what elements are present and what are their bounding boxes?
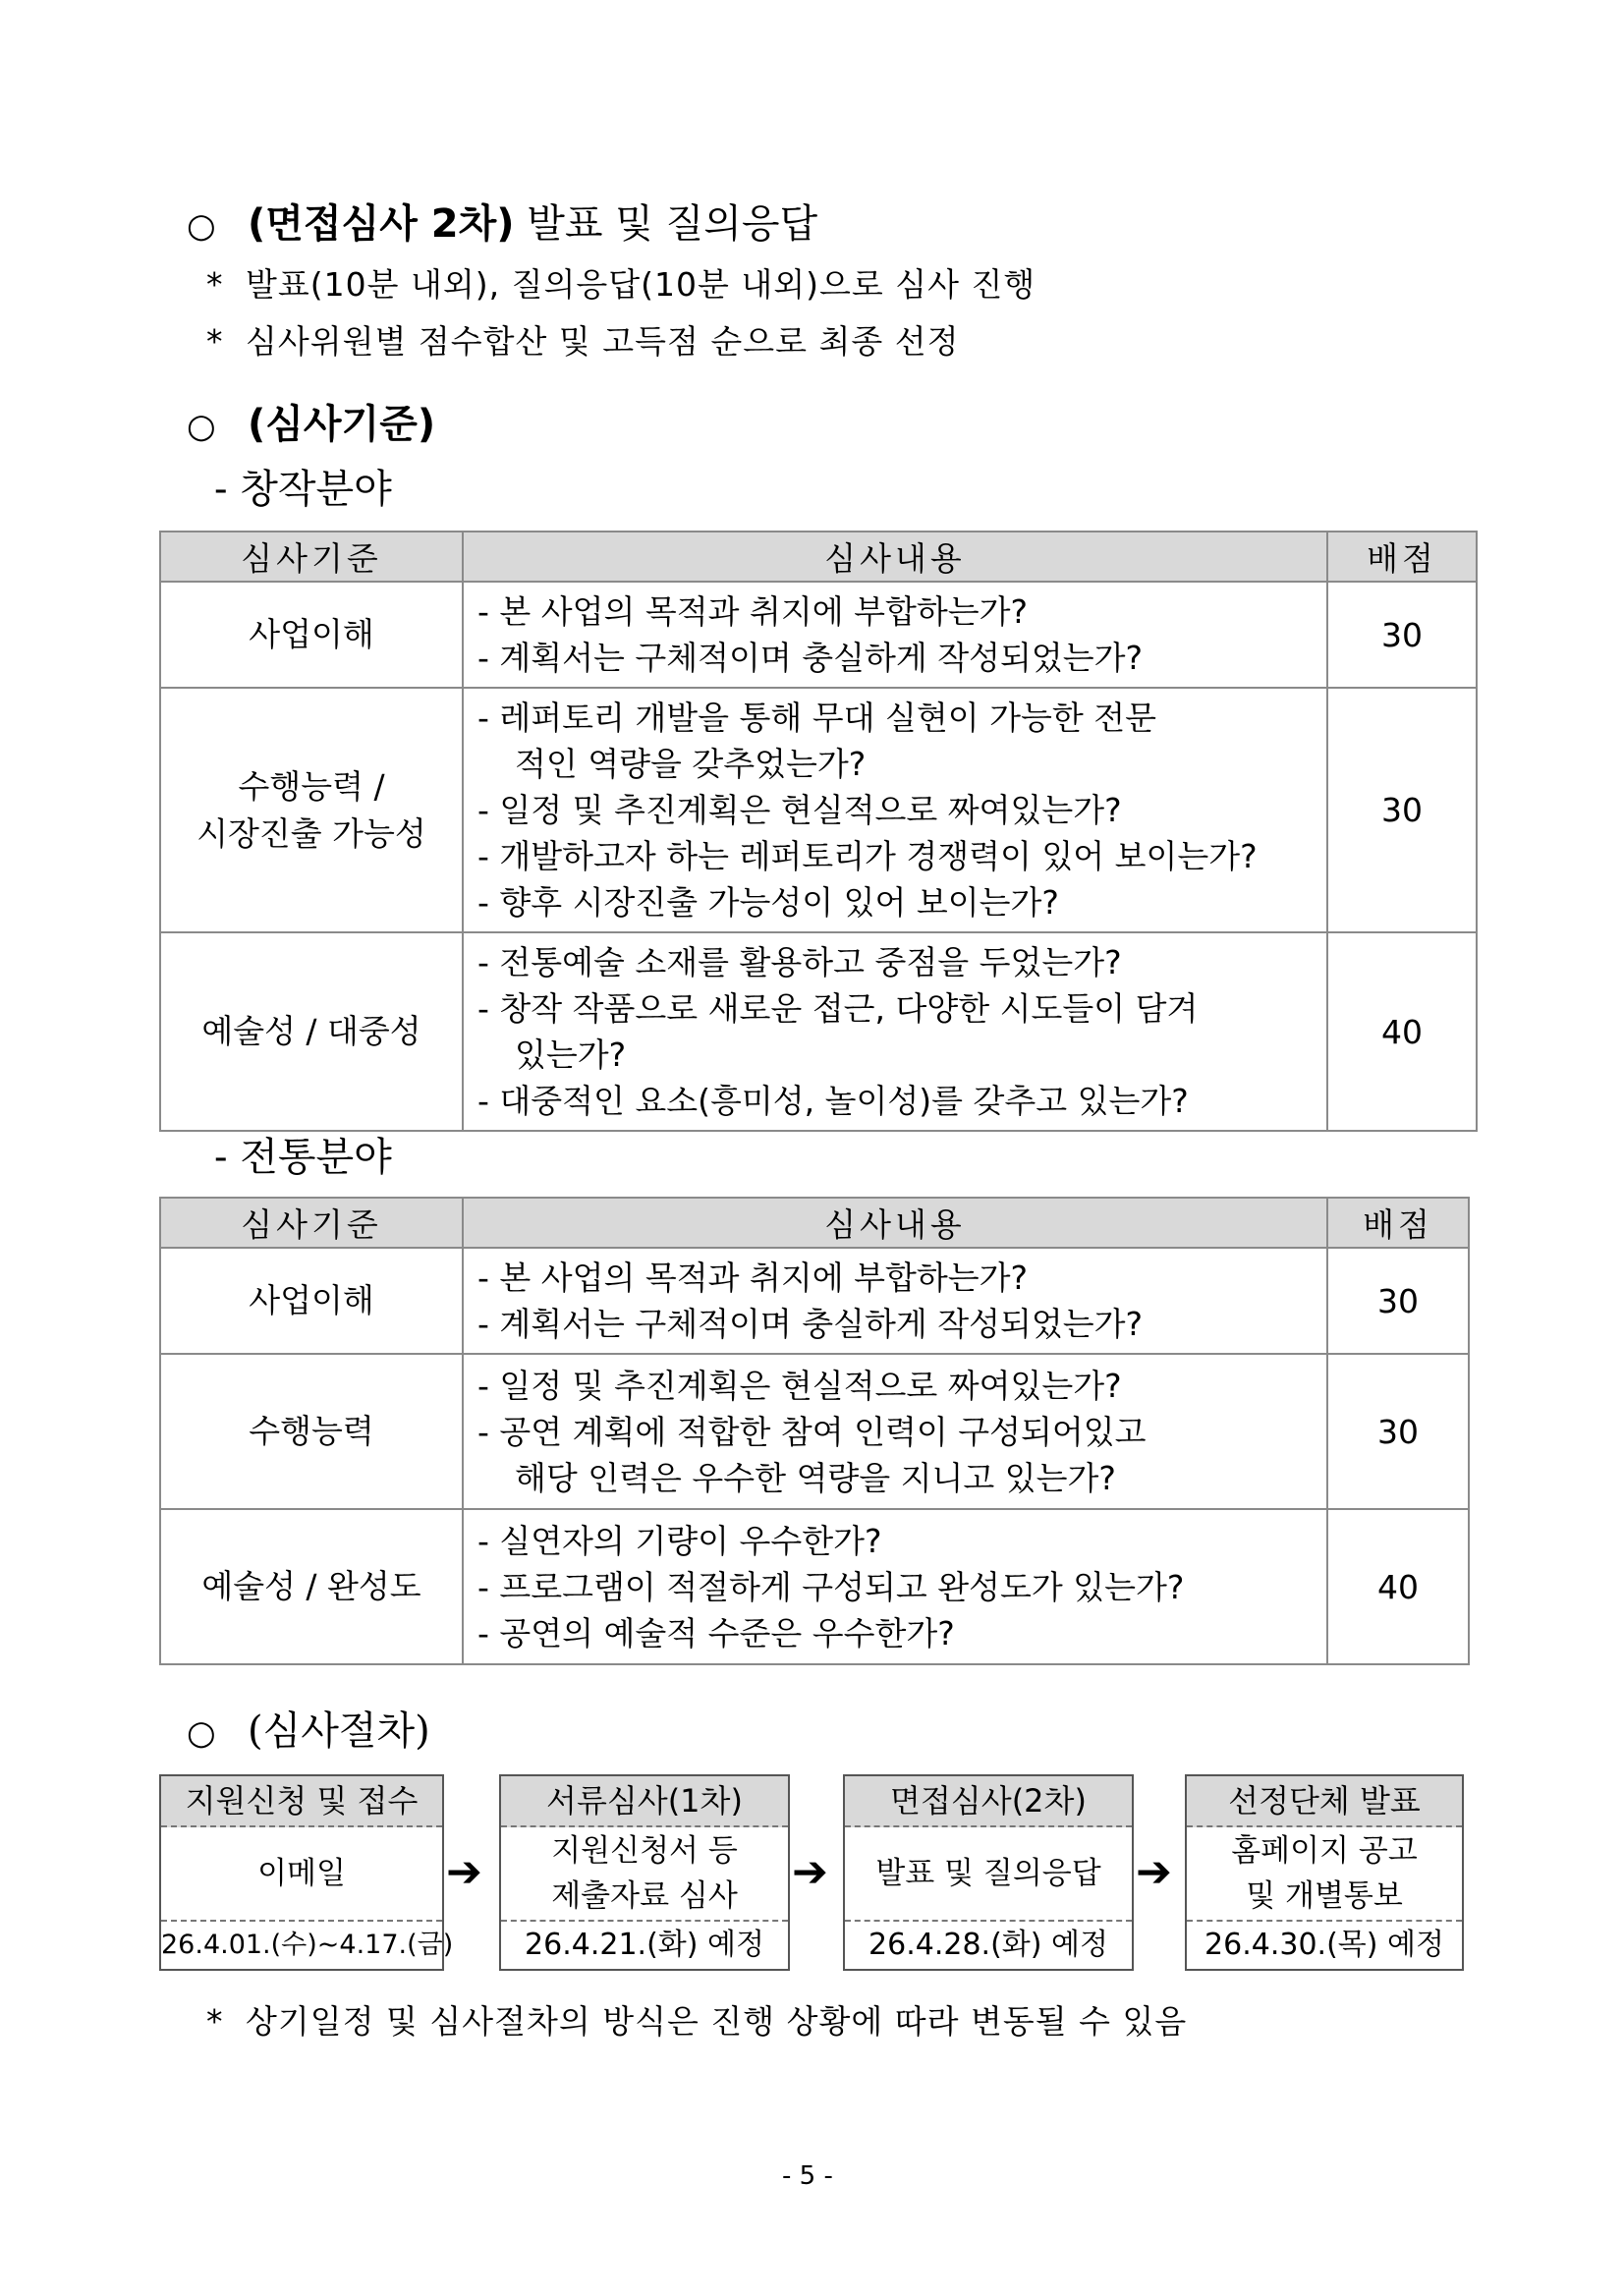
content-line: - 계획서는 구체적이며 충실하게 작성되었는가? — [477, 639, 1144, 677]
criterion-text: 사업이해 — [249, 1281, 374, 1319]
criterion-text: 예술성 / 대중성 — [201, 1012, 421, 1050]
arrow-right-icon: ➔ — [1136, 1847, 1172, 1897]
table-row — [160, 932, 1477, 1131]
step-body-line: 이메일 — [257, 1856, 346, 1891]
content-cell — [463, 932, 1327, 1131]
step-body — [501, 1827, 788, 1922]
content-cell — [463, 1248, 1327, 1354]
content-line: - 공연의 예술적 수준은 우수한가? — [477, 1613, 955, 1652]
table-header-row — [160, 1198, 1469, 1248]
score-cell: 40 — [1327, 1509, 1469, 1664]
header-criterion: 심사기준 — [160, 532, 463, 582]
note-text: 심사위원별 점수합산 및 고득점 순으로 최종 선정 — [246, 322, 960, 361]
step-body — [845, 1827, 1132, 1922]
content-cell — [463, 1509, 1327, 1664]
procedure-heading — [187, 1700, 430, 1756]
criterion-text: 시장진출 가능성 — [196, 813, 426, 853]
procedure-step-interview — [843, 1774, 1134, 1971]
step-body-line: 발표 및 질의응답 — [875, 1856, 1101, 1891]
criteria-heading-label: (심사기준) — [248, 402, 436, 447]
step-date: 26.4.21.(화) 예정 — [525, 1928, 764, 1962]
step-body-line: 제출자료 심사 — [551, 1878, 738, 1914]
procedure-step-application — [159, 1774, 454, 1971]
content-line: - 창작 작품으로 새로운 접근, 다양한 시도들이 담겨 — [477, 989, 1199, 1028]
content-line: - 실연자의 기량이 우수한가? — [477, 1521, 882, 1560]
content-line: - 프로그램이 적절하게 구성되고 완성도가 있는가? — [477, 1567, 1185, 1606]
content-line: 있는가? — [515, 1036, 627, 1074]
content-line: 적인 역량을 갖추었는가? — [515, 745, 867, 783]
criterion-text: 수행능력 — [249, 1412, 374, 1450]
content-line: - 전통예술 소재를 활용하고 중점을 두었는가? — [477, 943, 1122, 981]
criterion-cell — [160, 688, 463, 932]
step-title: 면접심사(2차) — [845, 1776, 1132, 1827]
content-line: - 본 사업의 목적과 취지에 부합하는가? — [477, 1259, 1029, 1297]
circle-bullet-icon: ○ — [187, 1713, 216, 1753]
step-body-line: 지원신청서 등 — [551, 1833, 738, 1869]
interview-note-1 — [206, 259, 1036, 306]
arrow-right-icon: ➔ — [446, 1847, 482, 1897]
page-number: - 5 - — [782, 2161, 833, 2191]
content-line: - 개발하고자 하는 레퍼토리가 경쟁력이 있어 보이는가? — [477, 837, 1258, 875]
score-cell: 30 — [1327, 1354, 1469, 1509]
step-body — [161, 1827, 442, 1922]
criterion-cell — [160, 932, 463, 1131]
content-line: - 레퍼토리 개발을 통해 무대 실현이 가능한 전문 — [477, 699, 1157, 737]
criterion-text: 사업이해 — [249, 615, 374, 653]
traditional-subtitle: - 전통분야 — [214, 1135, 392, 1180]
step-date: 26.4.30.(목) 예정 — [1204, 1928, 1444, 1962]
header-content: 심사내용 — [463, 532, 1327, 582]
content-line: - 일정 및 추진계획은 현실적으로 짜여있는가? — [477, 1366, 1122, 1405]
content-cell — [463, 688, 1327, 932]
table-row — [160, 1509, 1469, 1664]
circle-bullet-icon: ○ — [187, 206, 216, 246]
criterion-text: 예술성 / 완성도 — [201, 1567, 421, 1605]
criterion-text: 수행능력 / — [238, 766, 385, 806]
table-row — [160, 1248, 1469, 1354]
interview-note-2 — [206, 316, 960, 363]
content-line: - 향후 시장진출 가능성이 있어 보이는가? — [477, 883, 1059, 922]
score-cell: 40 — [1327, 932, 1477, 1131]
creative-criteria-table — [159, 531, 1478, 1132]
table-row — [160, 1354, 1469, 1509]
procedure-step-document-review — [499, 1774, 790, 1971]
note-text: 발표(10분 내외), 질의응답(10분 내외)으로 심사 진행 — [246, 265, 1036, 304]
traditional-criteria-table — [159, 1197, 1470, 1665]
asterisk-icon: * — [206, 2002, 224, 2041]
procedure-step-announcement — [1185, 1774, 1464, 1971]
header-score: 배점 — [1327, 532, 1477, 582]
criterion-cell — [160, 1248, 463, 1354]
step-title: 지원신청 및 접수 — [161, 1776, 442, 1827]
content-line: - 대중적인 요소(흥미성, 놀이성)를 갖추고 있는가? — [477, 1082, 1189, 1120]
step-body-line: 홈페이지 공고 — [1231, 1833, 1418, 1869]
creative-subtitle: - 창작분야 — [214, 467, 392, 512]
table-header-row — [160, 532, 1477, 582]
header-content: 심사내용 — [463, 1198, 1327, 1248]
step-body — [1187, 1827, 1462, 1922]
content-line: - 일정 및 추진계획은 현실적으로 짜여있는가? — [477, 791, 1122, 829]
circle-bullet-icon: ○ — [187, 407, 216, 446]
step-body-line: 및 개별통보 — [1246, 1878, 1403, 1914]
step-date: 26.4.01.(수)~4.17.(금) — [161, 1930, 454, 1960]
step-title: 선정단체 발표 — [1187, 1776, 1462, 1827]
asterisk-icon: * — [206, 322, 224, 361]
procedure-note — [206, 1996, 1187, 2043]
note-text: 상기일정 및 심사절차의 방식은 진행 상황에 따라 변동될 수 있음 — [246, 2002, 1188, 2041]
criterion-cell — [160, 1354, 463, 1509]
interview-heading — [187, 193, 817, 249]
interview-heading-text: 발표 및 질의응답 — [527, 201, 818, 247]
content-line: 해당 인력은 우수한 역량을 지니고 있는가? — [515, 1458, 1116, 1497]
criteria-heading — [187, 393, 435, 449]
asterisk-icon: * — [206, 265, 224, 304]
score-cell: 30 — [1327, 1248, 1469, 1354]
criterion-cell — [160, 1509, 463, 1664]
table-row — [160, 582, 1477, 688]
content-cell — [463, 1354, 1327, 1509]
header-score: 배점 — [1327, 1198, 1469, 1248]
content-line: - 계획서는 구체적이며 충실하게 작성되었는가? — [477, 1305, 1144, 1343]
content-line: - 공연 계획에 적합한 참여 인력이 구성되어있고 — [477, 1412, 1147, 1451]
score-cell: 30 — [1327, 688, 1477, 932]
procedure-heading-label: (심사절차) — [248, 1708, 430, 1754]
arrow-right-icon: ➔ — [792, 1847, 828, 1897]
criterion-cell — [160, 582, 463, 688]
content-cell — [463, 582, 1327, 688]
header-criterion: 심사기준 — [160, 1198, 463, 1248]
content-line: - 본 사업의 목적과 취지에 부합하는가? — [477, 592, 1029, 631]
interview-heading-label: (면접심사 2차) — [248, 201, 515, 247]
score-cell: 30 — [1327, 582, 1477, 688]
step-title: 서류심사(1차) — [501, 1776, 788, 1827]
table-row — [160, 688, 1477, 932]
step-date: 26.4.28.(화) 예정 — [868, 1928, 1108, 1962]
